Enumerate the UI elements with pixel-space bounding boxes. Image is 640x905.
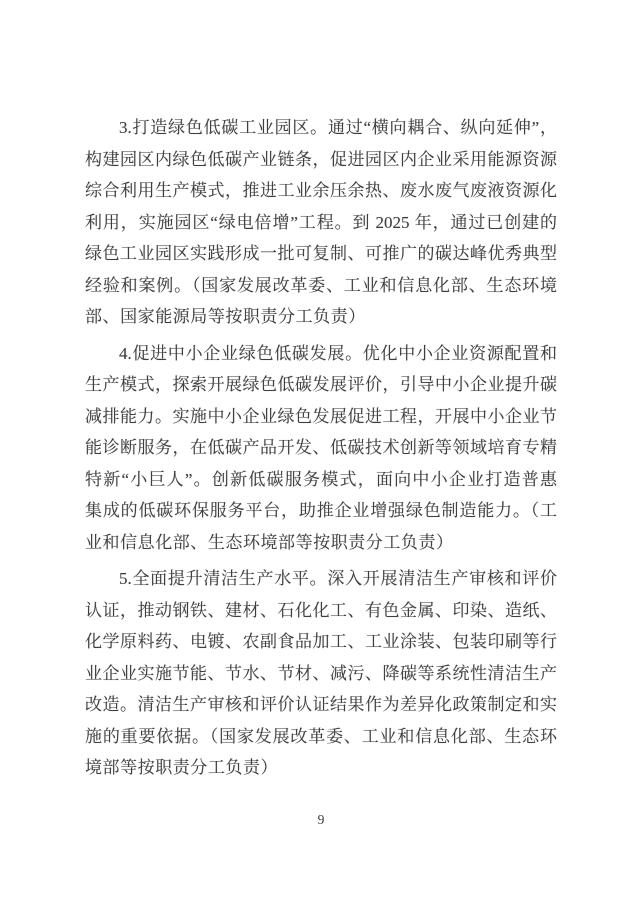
text-line: 能诊断服务，在低碳产品开发、低碳技术创新等领域培育专精 — [85, 438, 557, 457]
paragraph-item-3 — [85, 112, 557, 333]
text-line: 境部等按职责分工负责） — [85, 758, 279, 777]
page-number: 9 — [317, 812, 325, 827]
text-line: 业企业实施节能、节水、节材、减污、降碳等系统性清洁生产 — [85, 663, 557, 683]
text-line: 减排能力。实施中小企业绿色发展促进工程，开展中小企业节 — [85, 406, 557, 426]
text-line: 综合利用生产模式，推进工业余压余热、废水废气废液资源化 — [85, 181, 557, 200]
text-line: 生产模式，探索开展绿色低碳发展评价，引导中小企业提升碳 — [85, 375, 557, 394]
text-line: 特新“小巨人”。创新低碳服务模式，面向中小企业打造普惠 — [85, 469, 557, 489]
text-line: 构建园区内绿色低碳产业链条，促进园区内企业采用能源资源 — [85, 149, 557, 169]
paragraph-item-4 — [85, 338, 557, 559]
text-line: 5.全面提升清洁生产水平。深入开展清洁生产审核和评价 — [119, 569, 557, 588]
text-line: 认证，推动钢铁、建材、石化化工、有色金属、印染、造纸、 — [85, 600, 557, 620]
paragraph-item-5 — [85, 563, 557, 784]
document-body — [85, 112, 557, 789]
text-line: 集成的低碳环保服务平台，助推企业增强绿色制造能力。（工 — [85, 501, 557, 520]
text-line: 3.打造绿色低碳工业园区。通过“横向耦合、纵向延伸”， — [119, 118, 557, 137]
text-line: 经验和案例。（国家发展改革委、工业和信息化部、生态环境 — [85, 275, 557, 295]
text-line: 业和信息化部、生态环境部等按职责分工负责） — [85, 532, 454, 552]
text-line: 化学原料药、电镀、农副食品加工、工业涂装、包装印刷等行 — [85, 632, 557, 651]
text-line: 4.促进中小企业绿色低碳发展。优化中小企业资源配置和 — [119, 343, 557, 363]
text-line: 施的重要依据。（国家发展改革委、工业和信息化部、生态环 — [85, 726, 557, 746]
text-line: 利用，实施园区“绿电倍增”工程。到 2025 年，通过已创建的 — [85, 212, 557, 232]
text-line: 部、国家能源局等按职责分工负责） — [85, 307, 366, 326]
text-line: 绿色工业园区实践形成一批可复制、可推广的碳达峰优秀典型 — [85, 244, 557, 263]
text-line: 改造。清洁生产审核和评价认证结果作为差异化政策制定和实 — [85, 695, 557, 714]
